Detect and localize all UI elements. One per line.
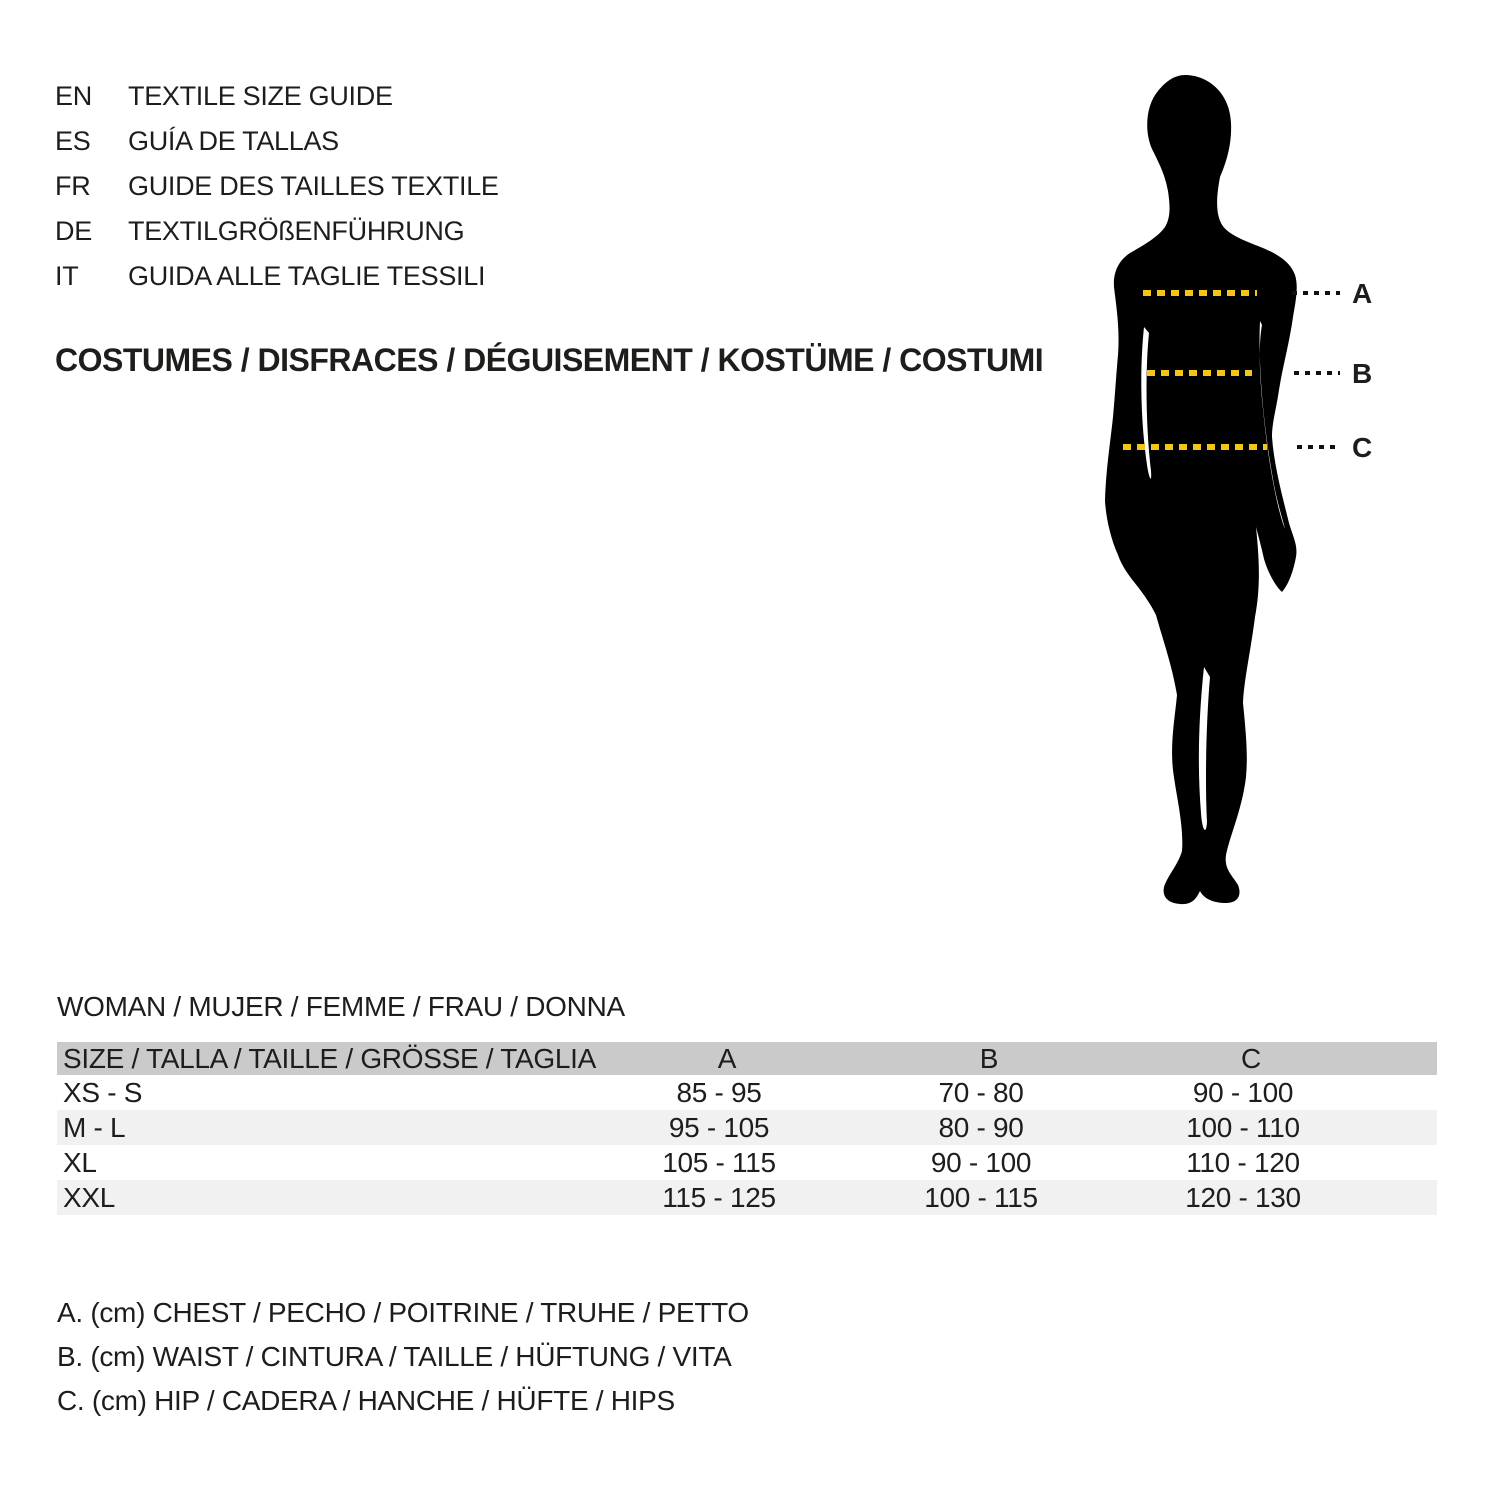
language-row [55,119,499,164]
marker-b-label: B [1352,358,1373,389]
language-row [55,74,499,119]
col-header-b: B [979,1042,999,1074]
section-heading: WOMAN / MUJER / FEMME / FRAU / DONNA [57,991,625,1022]
language-code: EN [55,81,92,111]
language-code: DE [55,216,92,246]
size-cell: M - L [63,1111,126,1143]
measurement-figure [1080,65,1400,915]
waist-cell: 100 - 115 [924,1181,1038,1213]
table-row [57,1075,1437,1110]
chest-cell: 95 - 105 [668,1111,770,1143]
language-row [55,164,499,209]
language-row [55,209,499,254]
chest-cell: 85 - 95 [676,1076,762,1108]
language-label: GUIDA ALLE TAGLIE TESSILI [128,261,486,291]
hip-cell: 90 - 100 [1192,1076,1294,1108]
language-label: TEXTILE SIZE GUIDE [128,81,393,111]
hip-cell: 100 - 110 [1186,1111,1300,1143]
table-row [57,1110,1437,1145]
size-cell: XXL [63,1181,116,1213]
table-row [57,1145,1437,1180]
col-header-size: SIZE / TALLA / TAILLE / GRÖSSE / TAGLIA [63,1042,596,1074]
waist-cell: 80 - 90 [938,1111,1024,1143]
size-cell: XL [63,1146,97,1178]
language-list [55,74,499,299]
language-row [55,254,499,299]
hip-cell: 120 - 130 [1185,1181,1301,1213]
size-cell: XS - S [63,1076,143,1108]
language-label: GUIDE DES TAILLES TEXTILE [128,171,499,201]
footnote-chest: A. (cm) CHEST / PECHO / POITRINE / TRUHE / PETTO [57,1297,749,1328]
language-code: ES [55,126,91,156]
footnote-hip: C. (cm) HIP / CADERA / HANCHE / HÜFTE / HIPS [57,1385,675,1416]
category-line: COSTUMES / DISFRACES / DÉGUISEMENT / KOSTÜME / COSTUMI [55,342,1044,378]
waist-cell: 70 - 80 [938,1076,1024,1108]
col-header-c: C [1241,1042,1261,1074]
footnotes [57,1291,749,1423]
woman-figure-svg [1080,65,1400,915]
marker-a-label: A [1352,278,1373,309]
language-label: TEXTILGRÖßENFÜHRUNG [128,216,465,246]
chest-cell: 115 - 125 [662,1181,776,1213]
chest-cell: 105 - 115 [662,1146,776,1178]
language-code: IT [55,261,79,291]
language-code: FR [55,171,91,201]
size-table [57,1042,1437,1215]
language-label: GUÍA DE TALLAS [128,126,339,156]
col-header-a: A [717,1042,737,1074]
waist-cell: 90 - 100 [930,1146,1032,1178]
table-header-row [57,1042,1437,1075]
hip-cell: 110 - 120 [1186,1146,1300,1178]
marker-c-label: C [1352,432,1373,463]
footnote-waist: B. (cm) WAIST / CINTURA / TAILLE / HÜFTUNG / VITA [57,1341,732,1372]
table-row [57,1180,1437,1215]
